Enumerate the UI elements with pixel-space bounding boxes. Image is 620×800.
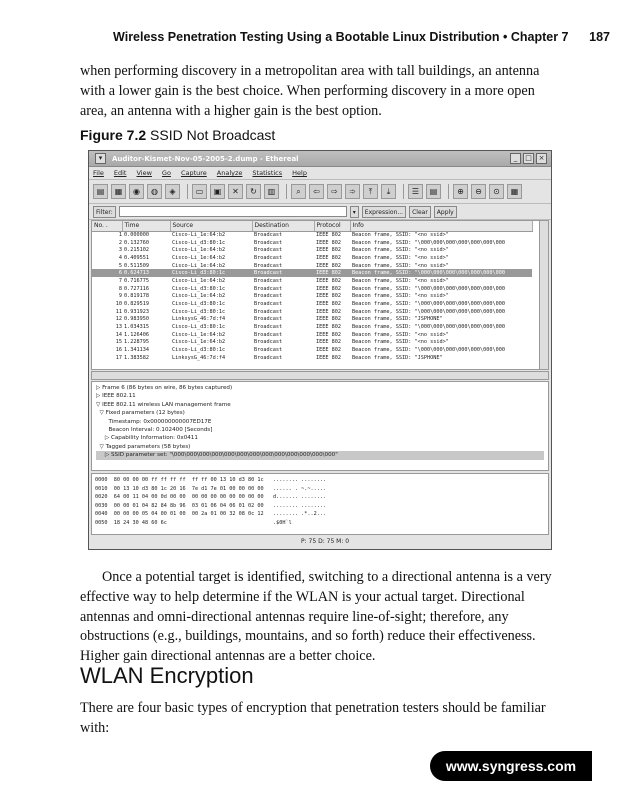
packet-list-header	[92, 221, 532, 231]
packet-cell: IEEE 802	[316, 254, 341, 261]
packet-row[interactable]	[92, 246, 532, 254]
hex-dump-line: 0010 00 13 10 d3 80 1c 20 16 7e d1 7e 01 00 00 00 00 ...... . ~.~.....	[95, 485, 327, 492]
packet-cell: IEEE 802	[316, 316, 341, 323]
packet-cell: Cisco-Li_1e:64:b2	[172, 339, 226, 346]
menu-item-go[interactable]: Go	[161, 169, 171, 177]
packet-cell: Beacon frame, SSID: "\000\000\000\000\000\000\000	[352, 308, 506, 315]
colorize-icon[interactable]: ☰	[408, 184, 423, 199]
packet-cell: IEEE 802	[316, 331, 341, 338]
packet-cell: Cisco-Li_d3:80:1c	[172, 301, 226, 308]
packet-cell: Broadcast	[254, 324, 283, 331]
packet-cell: Broadcast	[254, 239, 283, 246]
toolbar-separator	[403, 184, 404, 199]
packet-cell: Cisco-Li_1e:64:b2	[172, 262, 226, 269]
packet-cell: Beacon frame, SSID: "\000\000\000\000\000\000\000	[350, 269, 532, 277]
packet-row[interactable]	[92, 254, 532, 262]
reload-icon[interactable]: ↻	[246, 184, 261, 199]
packet-cell: 6	[92, 269, 122, 277]
packet-cell: IEEE 802	[316, 285, 341, 292]
packet-cell: Beacon frame, SSID: "JSPHONE"	[352, 354, 443, 361]
packet-cell: Beacon frame, SSID: "<no ssid>"	[352, 247, 449, 254]
toolbar-separator	[187, 184, 188, 199]
column-header[interactable]: Destination	[252, 221, 314, 231]
packet-cell: Beacon frame, SSID: "<no ssid>"	[352, 293, 449, 300]
packet-cell: 0.716775	[124, 277, 149, 284]
packet-row[interactable]	[92, 308, 532, 316]
menu-item-help[interactable]: Help	[292, 169, 307, 177]
save-file-icon[interactable]: ▣	[210, 184, 225, 199]
packet-cell: Beacon frame, SSID: "<no ssid>"	[352, 254, 449, 261]
packet-cell: 4	[118, 254, 122, 261]
packet-cell: 8	[118, 285, 122, 292]
packet-cell: IEEE 802	[316, 239, 341, 246]
packet-cell: 11	[115, 308, 122, 315]
packet-cell: Cisco-Li_d3:80:1c	[172, 347, 226, 354]
packet-cell: IEEE 802	[316, 277, 341, 284]
menu-item-statistics[interactable]: Statistics	[252, 169, 283, 177]
filter-bar	[89, 204, 551, 220]
packet-cell: 1.341134	[124, 347, 149, 354]
packet-cell: Broadcast	[254, 354, 283, 361]
column-header[interactable]: Time	[122, 221, 170, 231]
packet-cell: Broadcast	[254, 331, 283, 338]
packet-cell: 3	[118, 247, 122, 254]
packet-cell: Cisco-Li_1e:64:b2	[172, 254, 226, 261]
zoom-out-icon[interactable]: ⊖	[471, 184, 486, 199]
packet-cell: Beacon frame, SSID: "\000\000\000\000\000\000\000	[352, 347, 506, 354]
packet-row[interactable]	[92, 331, 532, 339]
expression-button[interactable]: Expression...	[362, 206, 406, 218]
packet-cell: Beacon frame, SSID: "<no ssid>"	[352, 277, 449, 284]
open-file-icon[interactable]: ▭	[192, 184, 207, 199]
packet-cell: Broadcast	[254, 285, 283, 292]
packet-row[interactable]	[92, 316, 532, 324]
status-bar	[89, 535, 551, 547]
packet-cell: Broadcast	[254, 277, 283, 284]
packet-cell: Beacon frame, SSID: "<no ssid>"	[352, 339, 449, 346]
packet-row[interactable]	[92, 300, 532, 308]
first-packet-icon[interactable]: ⤒	[363, 184, 378, 199]
packet-row[interactable]	[92, 285, 532, 293]
packet-cell: 1.383582	[124, 354, 149, 361]
packet-cell: 14	[115, 331, 122, 338]
packet-cell: 10	[115, 301, 122, 308]
packet-cell: Beacon frame, SSID: "\000\000\000\000\000\000\000	[352, 285, 506, 292]
hex-dump-line: 0000 80 00 00 00 ff ff ff ff ff ff 00 13 10 d3 80 1c ........ ........	[95, 477, 327, 483]
figure-label: Figure 7.2	[80, 127, 147, 143]
packet-cell: IEEE 802	[316, 339, 341, 346]
hex-dump-line: 0040 00 00 00 05 04 00 01 00 00 2a 01 00 32 08 0c 12 ........ .*..2...	[95, 511, 327, 518]
window-title: Auditor-Kismet-Nov-05-2005-2.dump - Ethereal	[112, 154, 299, 163]
packet-cell: 0.409551	[124, 254, 149, 261]
packet-row[interactable]	[92, 239, 532, 247]
column-header[interactable]: Info	[350, 221, 532, 231]
filter-dropdown-icon[interactable]: ▾	[350, 206, 359, 218]
packet-cell: Beacon frame, SSID: "<no ssid>"	[352, 262, 449, 269]
packet-cell: IEEE 802	[316, 262, 341, 269]
packet-cell: Broadcast	[254, 247, 283, 254]
menu-item-analyze[interactable]: Analyze	[216, 169, 243, 177]
interfaces-icon[interactable]: ▤	[93, 184, 108, 199]
toolbar-separator	[448, 184, 449, 199]
hex-dump-line: 0020 64 00 11 04 00 0d 00 00 00 00 00 00 00 00 00 00 d....... ........	[95, 494, 327, 501]
detail-tree-item[interactable]: Timestamp: 0x000000000007ED17E	[96, 418, 212, 425]
packet-cell: 1	[118, 232, 122, 239]
section-heading: WLAN Encryption	[80, 663, 254, 688]
packet-cell: 2	[118, 239, 122, 246]
forward-icon[interactable]: ⇨	[327, 184, 342, 199]
column-header[interactable]: No. .	[92, 221, 122, 231]
packet-cell: Cisco-Li_1e:64:b2	[172, 331, 226, 338]
resize-columns-icon[interactable]: ▦	[507, 184, 522, 199]
packet-cell: Broadcast	[252, 269, 314, 277]
packet-cell: 1.126406	[124, 331, 149, 338]
packet-cell: 0.000000	[124, 232, 149, 239]
find-icon[interactable]: ⌕	[291, 184, 306, 199]
goto-icon[interactable]: ➾	[345, 184, 360, 199]
running-title: Wireless Penetration Testing Using a Bootable Linux Distribution • Chapter 7	[113, 30, 569, 44]
hex-dump-line: 0030 00 00 01 04 82 84 8b 96 03 01 06 04 06 01 02 00 ........ ........	[95, 502, 327, 509]
main-toolbar	[89, 180, 551, 204]
running-header	[0, 30, 610, 44]
start-capture-icon[interactable]: ◉	[129, 184, 144, 199]
stop-capture-icon[interactable]: ◍	[147, 184, 162, 199]
packet-cell: IEEE 802	[316, 308, 341, 315]
zoom-normal-icon[interactable]: ⊙	[489, 184, 504, 199]
body-paragraph-2: Once a potential target is identified, switching to a directional antenna is a very effective way to help determine if the WLAN is your actual target. Directional antennas and omni-directional antennas require line-of-sight; therefore, any obstructions (e.g., buildings, mountains, and so forth) reduce their effectiveness. Higher gain directional antennas are a better choice.	[80, 569, 552, 665]
last-packet-icon[interactable]: ⤓	[381, 184, 396, 199]
packet-cell: 12	[115, 316, 122, 323]
packet-cell: Cisco-Li_1e:64:b2	[172, 293, 226, 300]
packet-cell: Cisco-Li_1e:64:b2	[172, 277, 226, 284]
packet-cell: Cisco-Li_d3:80:1c	[172, 324, 226, 331]
packet-row[interactable]	[92, 354, 532, 362]
packet-cell: Cisco-Li_1e:64:b2	[172, 247, 226, 254]
autoscroll-icon[interactable]: ▤	[426, 184, 441, 199]
detail-tree-item[interactable]: ▷ SSID parameter set: "\000\000\000\000\000\000\000\000\000\000\000\000\000"	[96, 451, 544, 459]
packet-cell: 0.215102	[124, 247, 149, 254]
column-header[interactable]: Source	[170, 221, 252, 231]
packet-cell: Cisco-Li_d3:80:1c	[170, 269, 252, 277]
toolbar-separator	[286, 184, 287, 199]
packet-cell: Cisco-Li_d3:80:1c	[172, 285, 226, 292]
menu-item-edit[interactable]: Edit	[113, 169, 127, 177]
packet-cell: 15	[115, 339, 122, 346]
packet-cell: 0.931923	[124, 308, 149, 315]
packet-cell: 13	[115, 324, 122, 331]
body-paragraph-3: There are four basic types of encryption that penetration testers should be familiar with:	[80, 700, 546, 736]
packet-list	[91, 220, 549, 370]
menu-bar	[89, 167, 551, 180]
apply-button[interactable]: Apply	[434, 206, 457, 218]
packet-cell: Broadcast	[254, 254, 283, 261]
packet-cell: 1.034315	[124, 324, 149, 331]
packet-cell: IEEE 802	[316, 232, 341, 239]
packet-cell: Beacon frame, SSID: "\000\000\000\000\000\000\000	[352, 324, 506, 331]
print-icon[interactable]: ▥	[264, 184, 279, 199]
close-icon[interactable]: ×	[536, 153, 547, 164]
clear-button[interactable]: Clear	[409, 206, 431, 218]
detail-tree-item[interactable]: ▽ IEEE 802.11 wireless LAN management frame	[96, 401, 231, 408]
packet-cell: Broadcast	[254, 301, 283, 308]
back-icon[interactable]: ⇦	[309, 184, 324, 199]
capture-options-icon[interactable]: ▦	[111, 184, 126, 199]
packet-cell: 17	[115, 354, 122, 361]
hex-dump-line: 0050 18 24 30 48 60 6c .$0H`l	[95, 519, 292, 526]
detail-tree-item[interactable]: ▽ Tagged parameters (58 bytes)	[96, 443, 191, 450]
detail-tree-item[interactable]: ▽ Fixed parameters (12 bytes)	[96, 410, 185, 417]
packet-cell: Broadcast	[254, 308, 283, 315]
packet-cell: 9	[118, 293, 122, 300]
packet-cell: IEEE 802	[316, 354, 341, 361]
packet-cell: LinksysG_46:7d:f4	[172, 316, 226, 323]
packet-cell: IEEE 802	[316, 324, 341, 331]
packet-cell: Broadcast	[254, 232, 283, 239]
packet-cell: 0.983950	[124, 316, 149, 323]
packet-cell: Broadcast	[254, 347, 283, 354]
packet-cell: Broadcast	[254, 316, 283, 323]
zoom-in-icon[interactable]: ⊕	[453, 184, 468, 199]
menu-item-file[interactable]: File	[93, 169, 104, 177]
packet-row[interactable]	[92, 262, 532, 270]
packet-cell: Beacon frame, SSID: "\000\000\000\000\000\000\000	[352, 239, 506, 246]
packet-cell: LinksysG_46:7d:f4	[172, 354, 226, 361]
packet-cell: Cisco-Li_d3:80:1c	[172, 308, 226, 315]
minimize-icon[interactable]: _	[510, 153, 521, 164]
packet-cell: 0.819178	[124, 293, 149, 300]
footer-url[interactable]: www.syngress.com	[430, 751, 592, 781]
close-file-icon[interactable]: ✕	[228, 184, 243, 199]
packet-cell: 16	[115, 347, 122, 354]
restart-capture-icon[interactable]: ◈	[165, 184, 180, 199]
packet-cell: IEEE 802	[316, 301, 341, 308]
detail-tree-item[interactable]: ▷ IEEE 802.11	[96, 393, 136, 400]
detail-tree-item[interactable]: Beacon Interval: 0.102400 [Seconds]	[96, 427, 213, 434]
menu-item-capture[interactable]: Capture	[180, 169, 207, 177]
packet-cell: 5	[118, 262, 122, 269]
packet-cell: IEEE 802	[316, 247, 341, 254]
packet-cell: IEEE 802	[316, 293, 341, 300]
packet-cell: IEEE 802	[314, 269, 350, 277]
packet-row[interactable]	[92, 339, 532, 347]
packet-cell: 1.228795	[124, 339, 149, 346]
maximize-icon[interactable]: □	[523, 153, 534, 164]
packet-cell: Broadcast	[254, 293, 283, 300]
ethereal-window	[88, 150, 552, 550]
menu-item-view[interactable]: View	[136, 169, 152, 177]
packet-cell: Cisco-Li_1e:64:b2	[172, 232, 226, 239]
filter-button[interactable]: Filter:	[93, 206, 116, 218]
packet-cell: Cisco-Li_d3:80:1c	[172, 239, 226, 246]
packet-cell: 7	[118, 277, 122, 284]
packet-cell: 0.727116	[124, 285, 149, 292]
packet-cell: Beacon frame, SSID: "\000\000\000\000\000\000\000	[352, 301, 506, 308]
packet-row[interactable]	[92, 293, 532, 301]
packet-bytes-pane	[91, 473, 549, 535]
filter-input[interactable]	[119, 206, 347, 217]
detail-tree-item[interactable]: ▷ Capability Information: 0x0411	[96, 435, 198, 442]
detail-tree-item[interactable]: ▷ Frame 6 (86 bytes on wire, 86 bytes captured)	[96, 385, 233, 391]
figure-title: SSID Not Broadcast	[150, 127, 276, 143]
figure-caption	[80, 127, 275, 143]
packet-cell: 0.829519	[124, 301, 149, 308]
packet-cell: Broadcast	[254, 339, 283, 346]
packet-cell: Beacon frame, SSID: "<no ssid>"	[352, 232, 449, 239]
packet-row[interactable]	[92, 346, 532, 354]
page-number: 187	[589, 30, 610, 44]
window-menu-icon[interactable]: ▾	[95, 153, 106, 164]
column-header[interactable]: Protocol	[314, 221, 350, 231]
packet-cell: 0.132760	[124, 239, 149, 246]
packet-cell: IEEE 802	[316, 347, 341, 354]
packet-cell: Beacon frame, SSID: "JSPHONE"	[352, 316, 443, 323]
packet-cell: Beacon frame, SSID: "<no ssid>"	[352, 331, 449, 338]
packet-details-pane	[91, 381, 549, 471]
window-titlebar	[89, 151, 551, 167]
packet-cell: 0.624713	[122, 269, 170, 277]
packet-row[interactable]	[92, 323, 532, 331]
horizontal-scrollbar[interactable]	[91, 371, 549, 380]
body-paragraph-1: when performing discovery in a metropolitan area with tall buildings, an antenna with a lower gain is the best choice. When performing discovery in a more open area, an antenna with a higher gain is the best option.	[80, 63, 540, 119]
packet-cell: Broadcast	[254, 262, 283, 269]
status-text: P: 75 D: 75 M: 0	[301, 537, 350, 545]
packet-row[interactable]	[92, 277, 532, 285]
packet-row[interactable]	[92, 231, 532, 239]
packet-list-scrollbar[interactable]	[539, 221, 548, 369]
packet-row[interactable]	[92, 269, 532, 277]
packet-cell: 0.511509	[124, 262, 149, 269]
